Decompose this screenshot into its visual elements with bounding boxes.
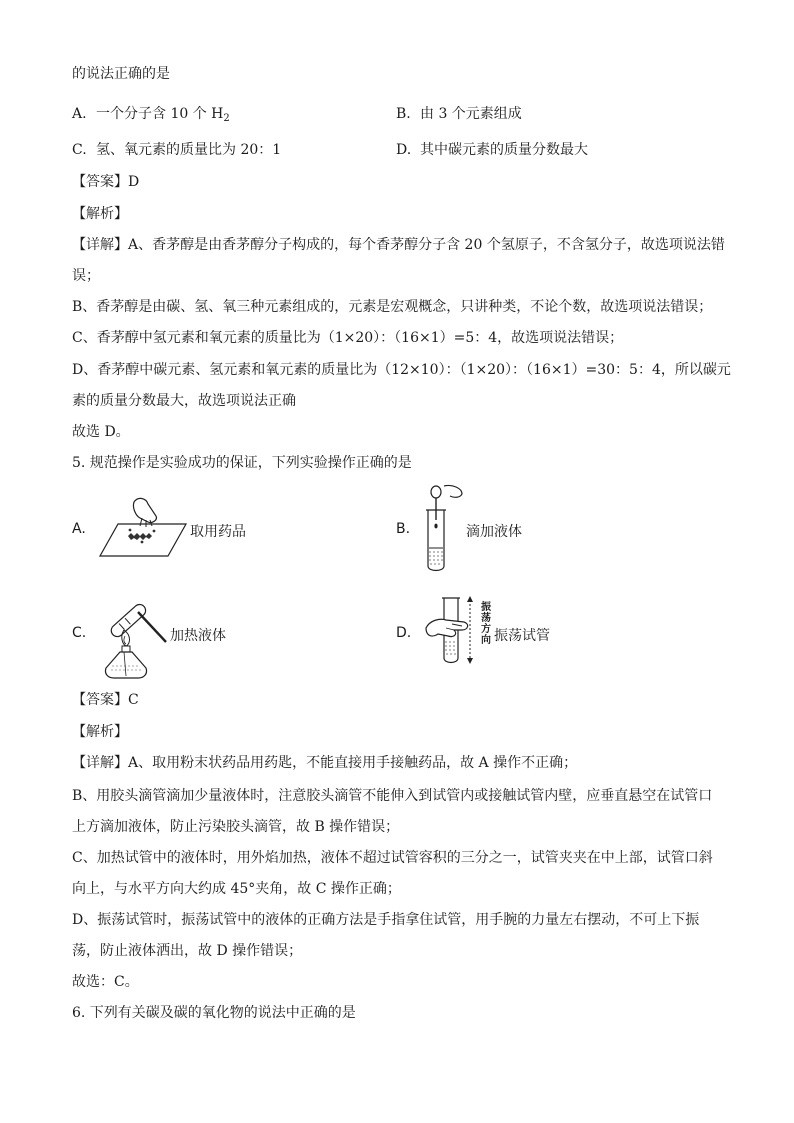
q4-option-a [72, 104, 230, 129]
shaking-test-tube-icon [424, 594, 474, 668]
detail-label: 【详解】 [72, 237, 128, 253]
q5-option-d-letter: D. [396, 625, 412, 641]
q4-detail-line-1: 【详解】A、香茅醇是由香茅醇分子构成的，每个香茅醇分子含 20 个氢原子，不含氢分子，故选项说法错 [72, 237, 725, 253]
dropper-test-tube-icon [416, 482, 466, 574]
q5-option-c-letter: C. [72, 625, 87, 641]
q5-option-d-caption: 振荡试管 [494, 628, 550, 644]
q5-detail-line-5: 向上，与水平方向大约成 45°夹角，故 C 操作正确； [72, 881, 401, 897]
q5-option-b-letter: B. [396, 521, 411, 537]
q5-conclusion: 故选：C。 [72, 974, 139, 990]
q4-option-c [72, 140, 281, 160]
q5-answer [72, 690, 139, 710]
q5-option-a-caption: 取用药品 [190, 524, 246, 540]
q4-analysis-label: 【解析】 [72, 206, 128, 222]
answer-value: C [128, 692, 139, 708]
option-text: 氢、氧元素的质量比为 20：1 [96, 142, 282, 158]
q4-stem-tail: 的说法正确的是 [72, 66, 170, 82]
q5-option-b-caption: 滴加液体 [466, 524, 522, 540]
q5-detail-line-2: B、用胶头滴管滴加少量液体时，注意胶头滴管不能伸入到试管内或接触试管内壁，应垂直悬空在试管口 [72, 788, 713, 804]
hand-grabbing-powder-icon [96, 494, 192, 562]
q5-option-c-caption: 加热液体 [170, 628, 226, 644]
option-letter: D. [396, 142, 412, 158]
q4-detail-line-3: B、香茅醇是由碳、氢、氧三种元素组成的，元素是宏观概念，只讲种类，不论个数，故选项说法错误； [72, 299, 713, 315]
q5-stem: 5. 规范操作是实验成功的保证，下列实验操作正确的是 [72, 455, 412, 471]
q5-option-d-side-label: 振荡方向 [481, 602, 491, 646]
q5-detail-line-7: 荡，防止液体洒出，故 D 操作错误； [72, 943, 303, 959]
option-letter: B. [396, 106, 411, 122]
q5-detail-line-3: 上方滴加液体，防止污染胶头滴管，故 B 操作错误； [72, 819, 400, 835]
option-letter: C. [72, 142, 87, 158]
answer-value: D [128, 174, 140, 190]
option-text: 其中碳元素的质量分数最大 [420, 142, 588, 158]
alcohol-lamp-heating-icon [94, 590, 170, 680]
q5-detail-line-1: 【详解】A、取用粉末状药品用药匙，不能直接用手接触药品，故 A 操作不正确； [72, 755, 578, 771]
option-letter: A. [72, 106, 87, 122]
answer-label: 【答案】 [72, 174, 128, 190]
option-text: 一个分子含 10 个 [96, 106, 207, 122]
q4-detail-line-4: C、香茅醇中氢元素和氧元素的质量比为（1×20）：（16×1）=5：4，故选项说法错误； [72, 330, 624, 346]
detail-label: 【详解】 [72, 755, 128, 771]
q5-detail-line-6: D、振荡试管时，振荡试管中的液体的正确方法是手指拿住试管，用手腕的力量左右摆动，不可上下振 [72, 912, 700, 928]
q4-detail-line-2: 误； [72, 268, 100, 284]
answer-label: 【答案】 [72, 692, 128, 708]
option-text: 由 3 个元素组成 [420, 106, 522, 122]
q4-answer [72, 172, 139, 192]
q4-detail-line-6: 素的质量分数最大，故选项说法正确 [72, 393, 296, 409]
q4-option-d [396, 140, 588, 160]
q6-stem: 6. 下列有关碳及碳的氧化物的说法中正确的是 [72, 1005, 356, 1021]
formula-h2: $H_2$ [211, 106, 230, 124]
q4-conclusion: 故选 D。 [72, 424, 130, 440]
q4-detail-line-5: D、香茅醇中碳元素、氢元素和氧元素的质量比为（12×10）：（1×20）：（16×1）=30：5：4，所以碳元 [72, 362, 731, 378]
q4-option-b [396, 104, 522, 124]
q5-detail-line-4: C、加热试管中的液体时，用外焰加热，液体不超过试管容积的三分之一，试管夹夹在中上部，试管口斜 [72, 850, 713, 866]
q5-analysis-label: 【解析】 [72, 724, 128, 740]
q5-option-a-letter: A. [72, 521, 86, 537]
